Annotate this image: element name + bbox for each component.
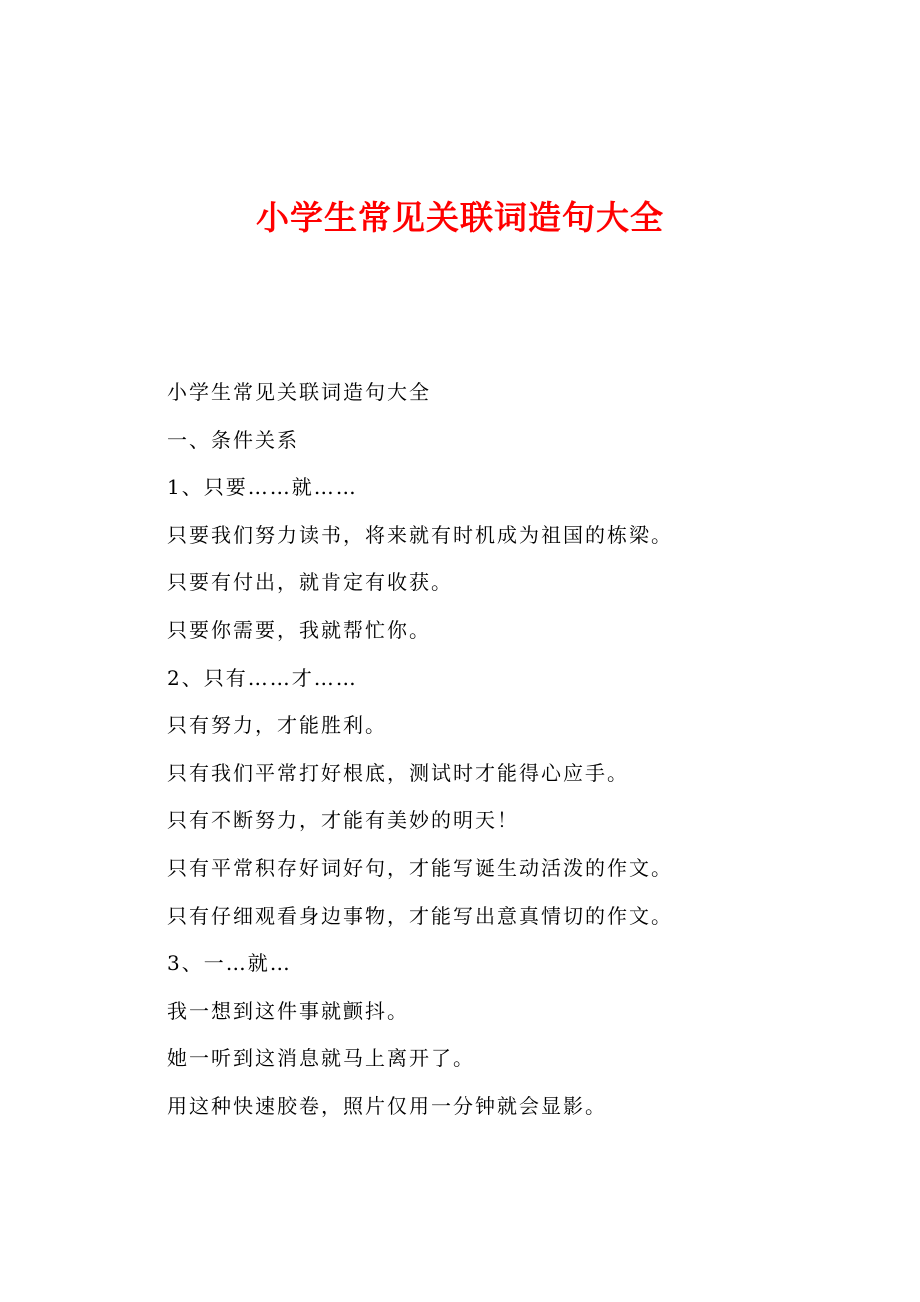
example-sentence: 只有平常积存好词好句，才能写诞生动活泼的作文。 xyxy=(167,855,673,880)
body-line: 小学生常见关联词造句大全 xyxy=(167,380,431,404)
example-sentence: 只要有付出，就肯定有收获。 xyxy=(167,570,453,595)
example-sentence: 只有不断努力，才能有美妙的明天！ xyxy=(167,808,519,833)
example-sentence: 只要我们努力读书，将来就有时机成为祖国的栋梁。 xyxy=(167,522,673,547)
example-sentence: 用这种快速胶卷，照片仅用一分钟就会显影。 xyxy=(167,1093,607,1118)
subsection-heading: 3、一…就… xyxy=(167,951,292,976)
example-sentence: 只有努力，才能胜利。 xyxy=(167,713,387,738)
document-title: 小学生常见关联词造句大全 xyxy=(256,198,664,237)
subsection-heading: 1、只要……就…… xyxy=(167,475,358,500)
example-sentence: 只有我们平常打好根底，测试时才能得心应手。 xyxy=(167,760,629,785)
example-sentence: 只要你需要，我就帮忙你。 xyxy=(167,617,431,642)
example-sentence: 她一听到这消息就马上离开了。 xyxy=(167,1046,475,1071)
example-sentence: 我一想到这件事就颤抖。 xyxy=(167,998,409,1023)
section-heading: 一、条件关系 xyxy=(167,427,299,452)
example-sentence: 只有仔细观看身边事物，才能写出意真情切的作文。 xyxy=(167,903,673,928)
document-body xyxy=(167,373,867,1135)
subsection-heading: 2、只有……才…… xyxy=(167,665,358,690)
